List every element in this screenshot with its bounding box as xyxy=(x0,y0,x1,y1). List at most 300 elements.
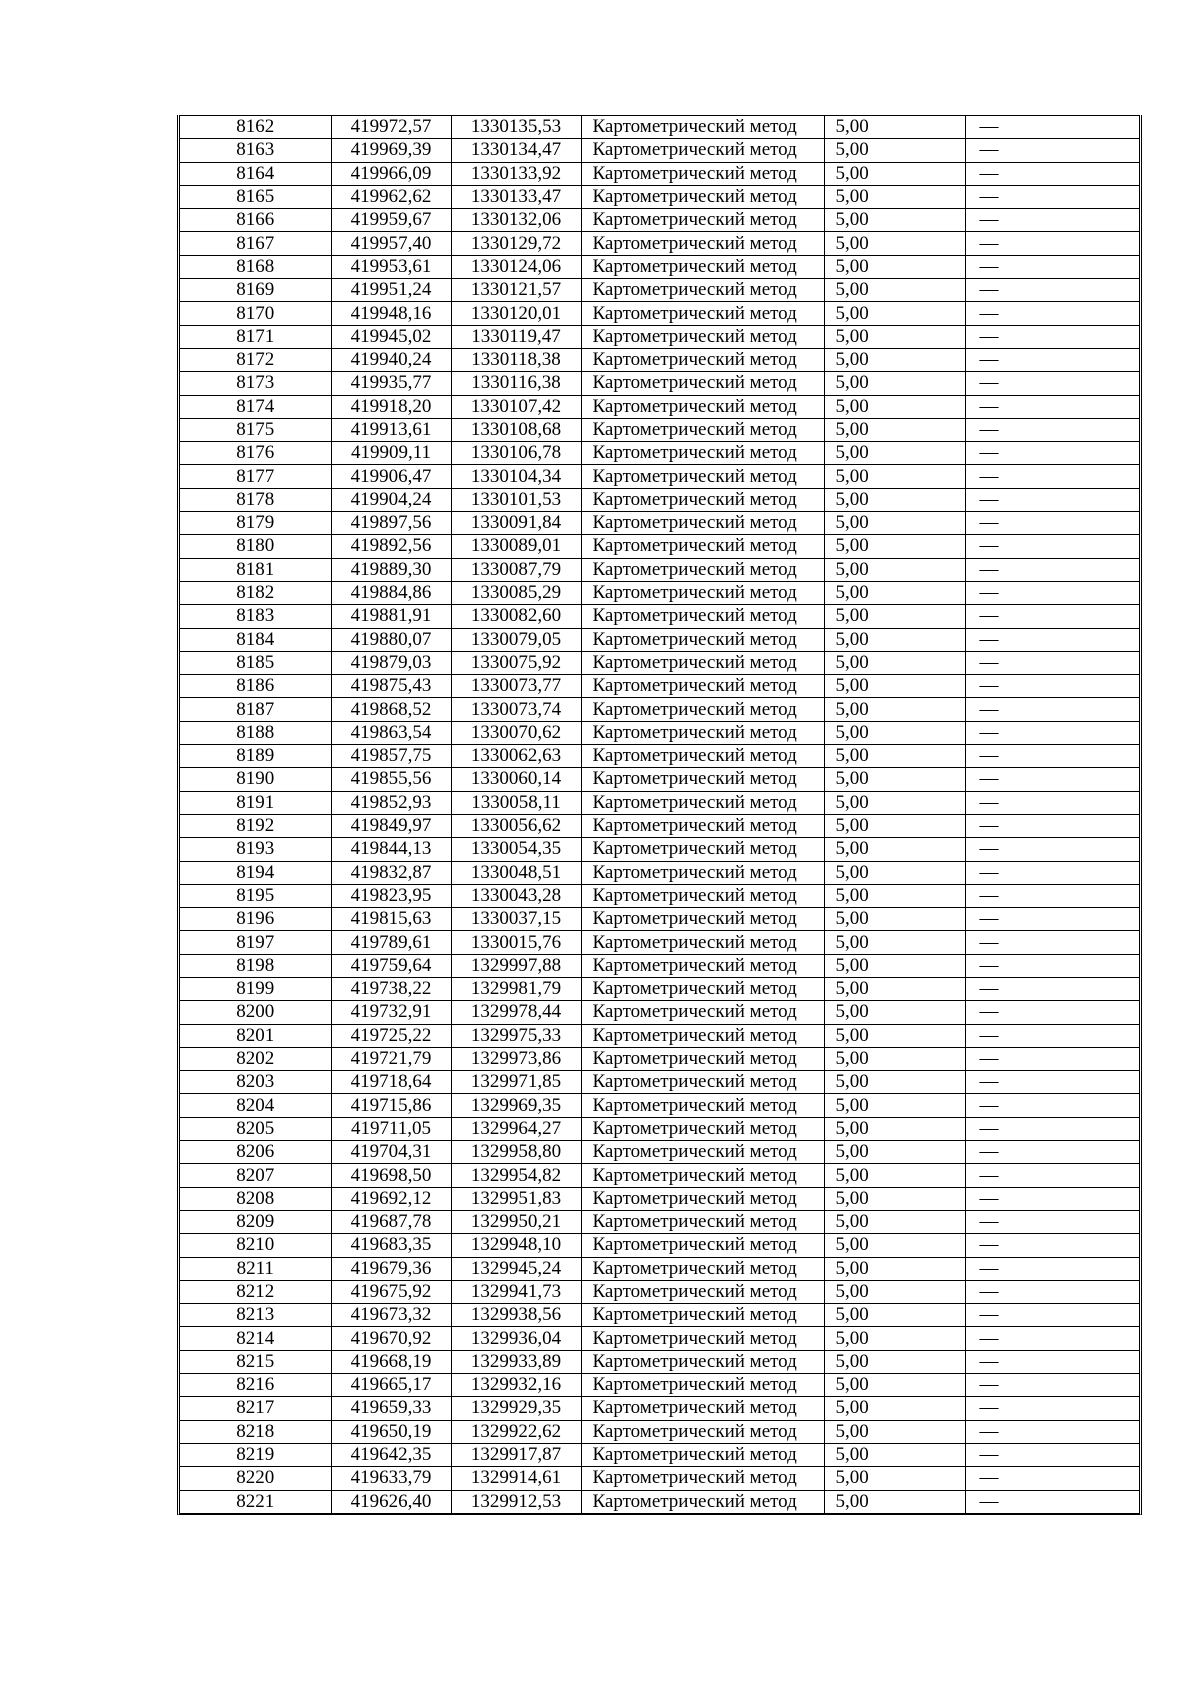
method-cell: Картометрический метод xyxy=(581,1164,824,1187)
point-number-cell: 8168 xyxy=(180,255,331,278)
coordinates-table-body xyxy=(180,116,1139,1514)
accuracy-cell: 5,00 xyxy=(824,768,965,791)
point-number-cell: 8194 xyxy=(180,861,331,884)
table-row xyxy=(180,675,1139,698)
x-coordinate-cell: 419832,87 xyxy=(331,861,451,884)
method-cell: Картометрический метод xyxy=(581,535,824,558)
point-number-cell: 8212 xyxy=(180,1280,331,1303)
x-coordinate-cell: 419940,24 xyxy=(331,348,451,371)
note-cell: — xyxy=(965,348,1139,371)
point-number-cell: 8179 xyxy=(180,512,331,535)
method-cell: Картометрический метод xyxy=(581,977,824,1000)
accuracy-cell: 5,00 xyxy=(824,535,965,558)
point-number-cell: 8186 xyxy=(180,675,331,698)
table-row xyxy=(180,442,1139,465)
y-coordinate-cell: 1330070,62 xyxy=(451,721,581,744)
point-number-cell: 8221 xyxy=(180,1490,331,1513)
table-row xyxy=(180,512,1139,535)
method-cell: Картометрический метод xyxy=(581,162,824,185)
point-number-cell: 8178 xyxy=(180,488,331,511)
point-number-cell: 8163 xyxy=(180,139,331,162)
note-cell: — xyxy=(965,512,1139,535)
table-row xyxy=(180,302,1139,325)
accuracy-cell: 5,00 xyxy=(824,1141,965,1164)
y-coordinate-cell: 1329971,85 xyxy=(451,1071,581,1094)
y-coordinate-cell: 1330060,14 xyxy=(451,768,581,791)
note-cell: — xyxy=(965,768,1139,791)
note-cell: — xyxy=(965,791,1139,814)
accuracy-cell: 5,00 xyxy=(824,1350,965,1373)
x-coordinate-cell: 419759,64 xyxy=(331,954,451,977)
y-coordinate-cell: 1330073,74 xyxy=(451,698,581,721)
point-number-cell: 8195 xyxy=(180,884,331,907)
note-cell: — xyxy=(965,1001,1139,1024)
y-coordinate-cell: 1329997,88 xyxy=(451,954,581,977)
method-cell: Картометрический метод xyxy=(581,1001,824,1024)
point-number-cell: 8164 xyxy=(180,162,331,185)
note-cell: — xyxy=(965,675,1139,698)
point-number-cell: 8166 xyxy=(180,209,331,232)
x-coordinate-cell: 419692,12 xyxy=(331,1187,451,1210)
point-number-cell: 8172 xyxy=(180,348,331,371)
table-row xyxy=(180,1304,1139,1327)
x-coordinate-cell: 419844,13 xyxy=(331,838,451,861)
method-cell: Картометрический метод xyxy=(581,628,824,651)
coordinates-table xyxy=(180,115,1139,1514)
note-cell: — xyxy=(965,1234,1139,1257)
x-coordinate-cell: 419732,91 xyxy=(331,1001,451,1024)
table-row xyxy=(180,279,1139,302)
y-coordinate-cell: 1329969,35 xyxy=(451,1094,581,1117)
accuracy-cell: 5,00 xyxy=(824,581,965,604)
y-coordinate-cell: 1330133,92 xyxy=(451,162,581,185)
y-coordinate-cell: 1330056,62 xyxy=(451,814,581,837)
x-coordinate-cell: 419642,35 xyxy=(331,1443,451,1466)
x-coordinate-cell: 419633,79 xyxy=(331,1467,451,1490)
note-cell: — xyxy=(965,1187,1139,1210)
y-coordinate-cell: 1329954,82 xyxy=(451,1164,581,1187)
table-row xyxy=(180,1234,1139,1257)
point-number-cell: 8169 xyxy=(180,279,331,302)
y-coordinate-cell: 1329936,04 xyxy=(451,1327,581,1350)
table-row xyxy=(180,838,1139,861)
point-number-cell: 8214 xyxy=(180,1327,331,1350)
point-number-cell: 8215 xyxy=(180,1350,331,1373)
y-coordinate-cell: 1330058,11 xyxy=(451,791,581,814)
method-cell: Картометрический метод xyxy=(581,581,824,604)
accuracy-cell: 5,00 xyxy=(824,418,965,441)
method-cell: Картометрический метод xyxy=(581,232,824,255)
accuracy-cell: 5,00 xyxy=(824,1420,965,1443)
y-coordinate-cell: 1330082,60 xyxy=(451,605,581,628)
x-coordinate-cell: 419868,52 xyxy=(331,698,451,721)
accuracy-cell: 5,00 xyxy=(824,1164,965,1187)
table-row xyxy=(180,861,1139,884)
x-coordinate-cell: 419918,20 xyxy=(331,395,451,418)
table-row xyxy=(180,814,1139,837)
table-row xyxy=(180,395,1139,418)
point-number-cell: 8181 xyxy=(180,558,331,581)
y-coordinate-cell: 1330104,34 xyxy=(451,465,581,488)
method-cell: Картометрический метод xyxy=(581,1280,824,1303)
method-cell: Картометрический метод xyxy=(581,1420,824,1443)
note-cell: — xyxy=(965,255,1139,278)
note-cell: — xyxy=(965,745,1139,768)
y-coordinate-cell: 1329951,83 xyxy=(451,1187,581,1210)
y-coordinate-cell: 1330075,92 xyxy=(451,651,581,674)
point-number-cell: 8196 xyxy=(180,908,331,931)
method-cell: Картометрический метод xyxy=(581,209,824,232)
y-coordinate-cell: 1330089,01 xyxy=(451,535,581,558)
point-number-cell: 8184 xyxy=(180,628,331,651)
y-coordinate-cell: 1330106,78 xyxy=(451,442,581,465)
point-number-cell: 8183 xyxy=(180,605,331,628)
y-coordinate-cell: 1329922,62 xyxy=(451,1420,581,1443)
method-cell: Картометрический метод xyxy=(581,488,824,511)
method-cell: Картометрический метод xyxy=(581,838,824,861)
note-cell: — xyxy=(965,535,1139,558)
table-row xyxy=(180,535,1139,558)
method-cell: Картометрический метод xyxy=(581,1374,824,1397)
x-coordinate-cell: 419935,77 xyxy=(331,372,451,395)
method-cell: Картометрический метод xyxy=(581,814,824,837)
accuracy-cell: 5,00 xyxy=(824,1117,965,1140)
table-row xyxy=(180,605,1139,628)
y-coordinate-cell: 1329914,61 xyxy=(451,1467,581,1490)
accuracy-cell: 5,00 xyxy=(824,1327,965,1350)
point-number-cell: 8197 xyxy=(180,931,331,954)
accuracy-cell: 5,00 xyxy=(824,279,965,302)
point-number-cell: 8165 xyxy=(180,185,331,208)
method-cell: Картометрический метод xyxy=(581,279,824,302)
method-cell: Картометрический метод xyxy=(581,1047,824,1070)
note-cell: — xyxy=(965,861,1139,884)
x-coordinate-cell: 419815,63 xyxy=(331,908,451,931)
x-coordinate-cell: 419738,22 xyxy=(331,977,451,1000)
accuracy-cell: 5,00 xyxy=(824,651,965,674)
note-cell: — xyxy=(965,838,1139,861)
accuracy-cell: 5,00 xyxy=(824,372,965,395)
accuracy-cell: 5,00 xyxy=(824,745,965,768)
x-coordinate-cell: 419675,92 xyxy=(331,1280,451,1303)
table-row xyxy=(180,1117,1139,1140)
table-row xyxy=(180,1047,1139,1070)
x-coordinate-cell: 419948,16 xyxy=(331,302,451,325)
method-cell: Картометрический метод xyxy=(581,698,824,721)
x-coordinate-cell: 419704,31 xyxy=(331,1141,451,1164)
table-row xyxy=(180,558,1139,581)
method-cell: Картометрический метод xyxy=(581,1490,824,1513)
y-coordinate-cell: 1330107,42 xyxy=(451,395,581,418)
method-cell: Картометрический метод xyxy=(581,745,824,768)
x-coordinate-cell: 419906,47 xyxy=(331,465,451,488)
method-cell: Картометрический метод xyxy=(581,1397,824,1420)
method-cell: Картометрический метод xyxy=(581,954,824,977)
y-coordinate-cell: 1330120,01 xyxy=(451,302,581,325)
method-cell: Картометрический метод xyxy=(581,116,824,139)
y-coordinate-cell: 1329973,86 xyxy=(451,1047,581,1070)
method-cell: Картометрический метод xyxy=(581,442,824,465)
x-coordinate-cell: 419881,91 xyxy=(331,605,451,628)
x-coordinate-cell: 419897,56 xyxy=(331,512,451,535)
table-row xyxy=(180,745,1139,768)
point-number-cell: 8200 xyxy=(180,1001,331,1024)
y-coordinate-cell: 1330043,28 xyxy=(451,884,581,907)
y-coordinate-cell: 1330062,63 xyxy=(451,745,581,768)
point-number-cell: 8213 xyxy=(180,1304,331,1327)
accuracy-cell: 5,00 xyxy=(824,884,965,907)
accuracy-cell: 5,00 xyxy=(824,1210,965,1233)
point-number-cell: 8207 xyxy=(180,1164,331,1187)
y-coordinate-cell: 1330124,06 xyxy=(451,255,581,278)
y-coordinate-cell: 1330091,84 xyxy=(451,512,581,535)
point-number-cell: 8206 xyxy=(180,1141,331,1164)
method-cell: Картометрический метод xyxy=(581,348,824,371)
note-cell: — xyxy=(965,1257,1139,1280)
x-coordinate-cell: 419966,09 xyxy=(331,162,451,185)
note-cell: — xyxy=(965,1024,1139,1047)
note-cell: — xyxy=(965,931,1139,954)
point-number-cell: 8204 xyxy=(180,1094,331,1117)
y-coordinate-cell: 1329912,53 xyxy=(451,1490,581,1513)
table-row xyxy=(180,1443,1139,1466)
note-cell: — xyxy=(965,372,1139,395)
y-coordinate-cell: 1329932,16 xyxy=(451,1374,581,1397)
accuracy-cell: 5,00 xyxy=(824,255,965,278)
method-cell: Картометрический метод xyxy=(581,1443,824,1466)
table-row xyxy=(180,418,1139,441)
table-row xyxy=(180,1164,1139,1187)
note-cell: — xyxy=(965,325,1139,348)
y-coordinate-cell: 1330118,38 xyxy=(451,348,581,371)
table-row xyxy=(180,1420,1139,1443)
note-cell: — xyxy=(965,418,1139,441)
point-number-cell: 8185 xyxy=(180,651,331,674)
x-coordinate-cell: 419892,56 xyxy=(331,535,451,558)
note-cell: — xyxy=(965,162,1139,185)
accuracy-cell: 5,00 xyxy=(824,325,965,348)
point-number-cell: 8217 xyxy=(180,1397,331,1420)
method-cell: Картометрический метод xyxy=(581,372,824,395)
y-coordinate-cell: 1329945,24 xyxy=(451,1257,581,1280)
accuracy-cell: 5,00 xyxy=(824,931,965,954)
accuracy-cell: 5,00 xyxy=(824,558,965,581)
point-number-cell: 8205 xyxy=(180,1117,331,1140)
note-cell: — xyxy=(965,488,1139,511)
y-coordinate-cell: 1329975,33 xyxy=(451,1024,581,1047)
x-coordinate-cell: 419962,62 xyxy=(331,185,451,208)
accuracy-cell: 5,00 xyxy=(824,209,965,232)
note-cell: — xyxy=(965,1141,1139,1164)
point-number-cell: 8192 xyxy=(180,814,331,837)
x-coordinate-cell: 419855,56 xyxy=(331,768,451,791)
note-cell: — xyxy=(965,185,1139,208)
x-coordinate-cell: 419823,95 xyxy=(331,884,451,907)
accuracy-cell: 5,00 xyxy=(824,442,965,465)
point-number-cell: 8220 xyxy=(180,1467,331,1490)
method-cell: Картометрический метод xyxy=(581,1024,824,1047)
accuracy-cell: 5,00 xyxy=(824,977,965,1000)
x-coordinate-cell: 419880,07 xyxy=(331,628,451,651)
note-cell: — xyxy=(965,1443,1139,1466)
accuracy-cell: 5,00 xyxy=(824,395,965,418)
accuracy-cell: 5,00 xyxy=(824,185,965,208)
table-row xyxy=(180,348,1139,371)
note-cell: — xyxy=(965,279,1139,302)
method-cell: Картометрический метод xyxy=(581,791,824,814)
note-cell: — xyxy=(965,442,1139,465)
x-coordinate-cell: 419665,17 xyxy=(331,1374,451,1397)
x-coordinate-cell: 419969,39 xyxy=(331,139,451,162)
method-cell: Картометрический метод xyxy=(581,418,824,441)
accuracy-cell: 5,00 xyxy=(824,1071,965,1094)
point-number-cell: 8162 xyxy=(180,116,331,139)
note-cell: — xyxy=(965,721,1139,744)
accuracy-cell: 5,00 xyxy=(824,1304,965,1327)
accuracy-cell: 5,00 xyxy=(824,1374,965,1397)
note-cell: — xyxy=(965,302,1139,325)
point-number-cell: 8180 xyxy=(180,535,331,558)
y-coordinate-cell: 1329964,27 xyxy=(451,1117,581,1140)
accuracy-cell: 5,00 xyxy=(824,162,965,185)
method-cell: Картометрический метод xyxy=(581,325,824,348)
note-cell: — xyxy=(965,395,1139,418)
y-coordinate-cell: 1330108,68 xyxy=(451,418,581,441)
note-cell: — xyxy=(965,651,1139,674)
x-coordinate-cell: 419711,05 xyxy=(331,1117,451,1140)
x-coordinate-cell: 419857,75 xyxy=(331,745,451,768)
table-row xyxy=(180,1374,1139,1397)
point-number-cell: 8208 xyxy=(180,1187,331,1210)
note-cell: — xyxy=(965,1327,1139,1350)
x-coordinate-cell: 419879,03 xyxy=(331,651,451,674)
table-row xyxy=(180,1257,1139,1280)
table-row xyxy=(180,768,1139,791)
note-cell: — xyxy=(965,558,1139,581)
table-row xyxy=(180,465,1139,488)
accuracy-cell: 5,00 xyxy=(824,698,965,721)
table-row xyxy=(180,232,1139,255)
y-coordinate-cell: 1330015,76 xyxy=(451,931,581,954)
table-row xyxy=(180,931,1139,954)
method-cell: Картометрический метод xyxy=(581,884,824,907)
table-row xyxy=(180,1141,1139,1164)
point-number-cell: 8203 xyxy=(180,1071,331,1094)
method-cell: Картометрический метод xyxy=(581,1141,824,1164)
point-number-cell: 8216 xyxy=(180,1374,331,1397)
note-cell: — xyxy=(965,1397,1139,1420)
point-number-cell: 8211 xyxy=(180,1257,331,1280)
method-cell: Картометрический метод xyxy=(581,255,824,278)
point-number-cell: 8175 xyxy=(180,418,331,441)
method-cell: Картометрический метод xyxy=(581,721,824,744)
accuracy-cell: 5,00 xyxy=(824,116,965,139)
method-cell: Картометрический метод xyxy=(581,512,824,535)
x-coordinate-cell: 419698,50 xyxy=(331,1164,451,1187)
point-number-cell: 8177 xyxy=(180,465,331,488)
y-coordinate-cell: 1330129,72 xyxy=(451,232,581,255)
note-cell: — xyxy=(965,1164,1139,1187)
x-coordinate-cell: 419725,22 xyxy=(331,1024,451,1047)
note-cell: — xyxy=(965,581,1139,604)
x-coordinate-cell: 419904,24 xyxy=(331,488,451,511)
x-coordinate-cell: 419884,86 xyxy=(331,581,451,604)
method-cell: Картометрический метод xyxy=(581,651,824,674)
point-number-cell: 8189 xyxy=(180,745,331,768)
table-row xyxy=(180,1001,1139,1024)
table-row xyxy=(180,651,1139,674)
accuracy-cell: 5,00 xyxy=(824,838,965,861)
point-number-cell: 8182 xyxy=(180,581,331,604)
point-number-cell: 8191 xyxy=(180,791,331,814)
point-number-cell: 8219 xyxy=(180,1443,331,1466)
table-row xyxy=(180,1350,1139,1373)
accuracy-cell: 5,00 xyxy=(824,232,965,255)
table-row xyxy=(180,1187,1139,1210)
table-row xyxy=(180,1210,1139,1233)
point-number-cell: 8210 xyxy=(180,1234,331,1257)
note-cell: — xyxy=(965,884,1139,907)
note-cell: — xyxy=(965,1350,1139,1373)
note-cell: — xyxy=(965,232,1139,255)
accuracy-cell: 5,00 xyxy=(824,139,965,162)
accuracy-cell: 5,00 xyxy=(824,861,965,884)
point-number-cell: 8176 xyxy=(180,442,331,465)
x-coordinate-cell: 419957,40 xyxy=(331,232,451,255)
accuracy-cell: 5,00 xyxy=(824,1094,965,1117)
note-cell: — xyxy=(965,1071,1139,1094)
note-cell: — xyxy=(965,908,1139,931)
x-coordinate-cell: 419718,64 xyxy=(331,1071,451,1094)
accuracy-cell: 5,00 xyxy=(824,675,965,698)
accuracy-cell: 5,00 xyxy=(824,1467,965,1490)
note-cell: — xyxy=(965,1094,1139,1117)
x-coordinate-cell: 419789,61 xyxy=(331,931,451,954)
note-cell: — xyxy=(965,628,1139,651)
y-coordinate-cell: 1329941,73 xyxy=(451,1280,581,1303)
y-coordinate-cell: 1330048,51 xyxy=(451,861,581,884)
method-cell: Картометрический метод xyxy=(581,768,824,791)
method-cell: Картометрический метод xyxy=(581,558,824,581)
accuracy-cell: 5,00 xyxy=(824,1234,965,1257)
note-cell: — xyxy=(965,1280,1139,1303)
y-coordinate-cell: 1329917,87 xyxy=(451,1443,581,1466)
accuracy-cell: 5,00 xyxy=(824,605,965,628)
table-row xyxy=(180,255,1139,278)
accuracy-cell: 5,00 xyxy=(824,1047,965,1070)
table-row xyxy=(180,1280,1139,1303)
y-coordinate-cell: 1329981,79 xyxy=(451,977,581,1000)
table-row xyxy=(180,1397,1139,1420)
table-row xyxy=(180,884,1139,907)
x-coordinate-cell: 419679,36 xyxy=(331,1257,451,1280)
table-row xyxy=(180,1327,1139,1350)
accuracy-cell: 5,00 xyxy=(824,1397,965,1420)
x-coordinate-cell: 419659,33 xyxy=(331,1397,451,1420)
note-cell: — xyxy=(965,116,1139,139)
table-row xyxy=(180,139,1139,162)
table-row xyxy=(180,209,1139,232)
method-cell: Картометрический метод xyxy=(581,605,824,628)
accuracy-cell: 5,00 xyxy=(824,302,965,325)
method-cell: Картометрический метод xyxy=(581,1187,824,1210)
point-number-cell: 8193 xyxy=(180,838,331,861)
point-number-cell: 8171 xyxy=(180,325,331,348)
y-coordinate-cell: 1330054,35 xyxy=(451,838,581,861)
y-coordinate-cell: 1329950,21 xyxy=(451,1210,581,1233)
y-coordinate-cell: 1329933,89 xyxy=(451,1350,581,1373)
note-cell: — xyxy=(965,209,1139,232)
